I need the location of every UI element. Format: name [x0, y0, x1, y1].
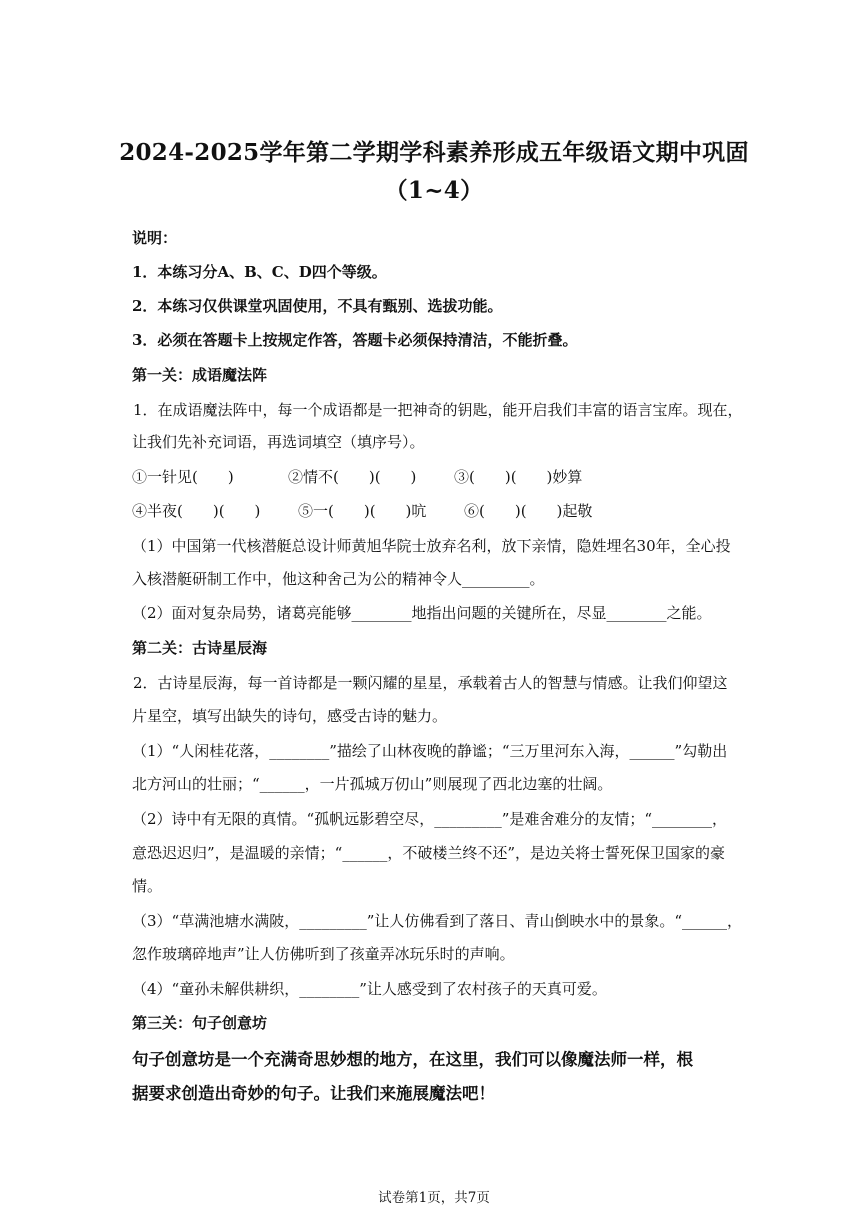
idiom-5: ⑤一( )( )吭	[298, 502, 427, 520]
q2-sub1-line1: （1）“人闲桂花落，________”描绘了山林夜晚的静谧；“三万里河东入海，______”勾勒出	[132, 742, 728, 760]
section3-heading: 第三关：句子创意坊	[132, 1014, 268, 1032]
idiom-1: ①一针见( )	[132, 468, 234, 486]
page-footer: 试卷第1页，共7页	[378, 1190, 490, 1206]
question1-line2: 让我们先补充词语，再选词填空（填序号）。	[132, 433, 425, 451]
idiom-6: ⑥( )( )起敬	[464, 502, 593, 520]
q2-sub2-line2: 意恐迟迟归”，是温暖的亲情；“______，不破楼兰终不还”，是边关将士誓死保卫国家的豪	[132, 844, 726, 862]
idiom-4: ④半夜( )( )	[132, 502, 261, 520]
q2-sub1-line2: 北方河山的壮丽；“______，一片孤城万仞山”则展现了西北边塞的壮阔。	[132, 775, 613, 793]
section3-intro-line2: 据要求创造出奇妙的句子。让我们来施展魔法吧！	[132, 1084, 495, 1103]
section3-intro-line1: 句子创意坊是一个充满奇思妙想的地方，在这里，我们可以像魔法师一样，根	[132, 1050, 693, 1069]
q2-sub3-line2: 忽作玻璃碎地声”让人仿佛听到了孩童弄冰玩乐时的声响。	[132, 945, 515, 963]
q2-sub4-line1: （4）“童孙未解供耕织，________”让人感受到了农村孩子的天真可爱。	[132, 980, 607, 998]
idiom-2: ②情不( )( )	[288, 468, 417, 486]
instruction-item-2: 2．本练习仅供课堂巩固使用，不具有甄别、选拔功能。	[132, 297, 503, 315]
instructions-heading: 说明：	[132, 229, 178, 247]
question2-line1: 2．古诗星辰海，每一首诗都是一颗闪耀的星星，承载着古人的智慧与情感。让我们仰望这	[133, 674, 728, 692]
exam-title-line1: 2024-2025学年第二学期学科素养形成五年级语文期中巩固	[119, 139, 749, 166]
exam-title-line2: （1~4）	[384, 177, 484, 204]
q2-sub2-line1: （2）诗中有无限的真情。“孤帆远影碧空尽，_________”是难舍难分的友情；“________，	[132, 810, 728, 828]
section2-heading: 第二关：古诗星辰海	[132, 639, 268, 657]
section1-heading: 第一关：成语魔法阵	[132, 366, 268, 384]
instruction-item-3: 3．必须在答题卡上按规定作答，答题卡必须保持清洁，不能折叠。	[132, 331, 578, 349]
question2-line2: 片星空，填写出缺失的诗句，感受古诗的魅力。	[132, 707, 448, 725]
instruction-item-1: 1．本练习分A、B、C、D四个等级。	[132, 263, 387, 281]
q2-sub3-line1: （3）“草满池塘水满陂，_________”让人仿佛看到了落日、青山倒映水中的景象。“______，	[132, 912, 743, 930]
q2-sub2-line3: 情。	[132, 877, 163, 895]
q1-sub2-line1: （2）面对复杂局势，诸葛亮能够________地指出问题的关键所在，尽显________之能。	[132, 604, 712, 622]
q1-sub1-line2: 入核潜艇研制工作中，他这种舍己为公的精神令人_________。	[132, 570, 545, 588]
idiom-3: ③( )( )妙算	[454, 468, 583, 486]
question1-line1: 1．在成语魔法阵中，每一个成语都是一把神奇的钥匙，能开启我们丰富的语言宝库。现在，	[133, 401, 743, 419]
q1-sub1-line1: （1）中国第一代核潜艇总设计师黄旭华院士放弃名利，放下亲情，隐姓埋名30年，全心投	[132, 537, 731, 555]
